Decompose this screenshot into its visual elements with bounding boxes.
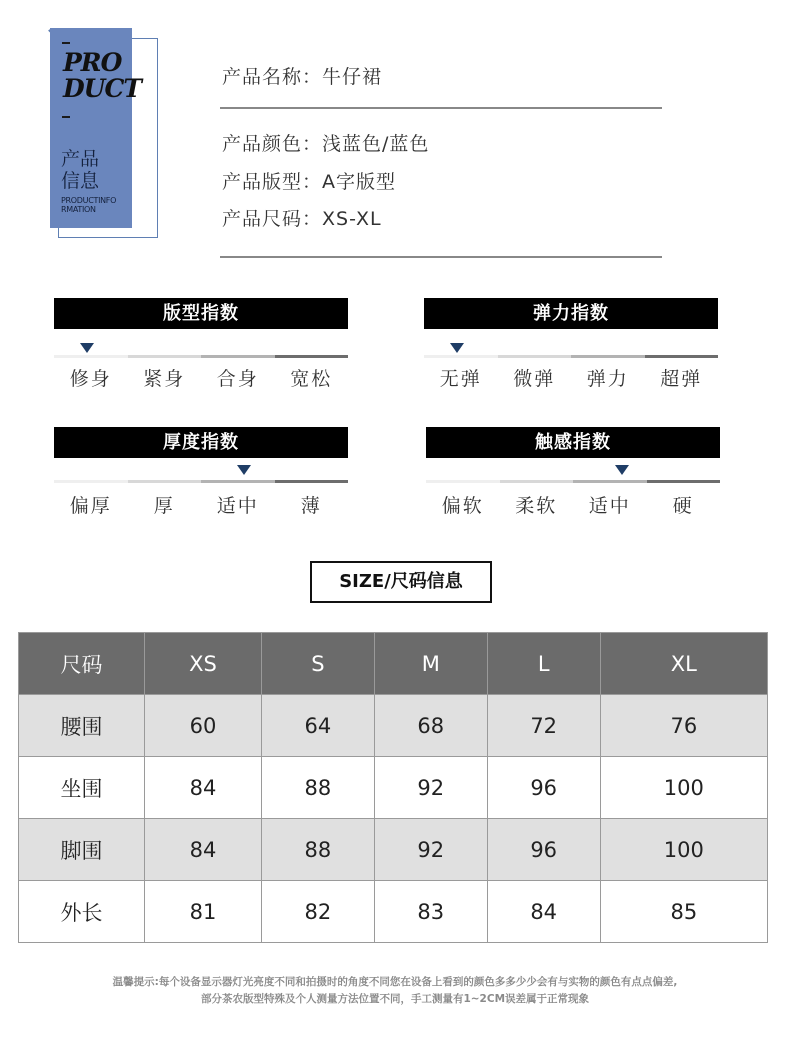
warm-tip-line2: 部分茶农版型特殊及个人测量方法位置不同，手工测量有1~2CM误差属于正常现象 [200,993,590,1005]
badge-en-label [61,196,131,214]
elasticity-index-title: 弹力指数 [424,298,718,329]
size-section-title: SIZE/尺码信息 [310,561,492,603]
table-row [19,881,768,943]
badge-dash-bottom [62,116,70,118]
table-cell: 84 [145,757,262,819]
product-badge [50,28,162,246]
table-cell: 82 [261,881,374,943]
table-cell: 92 [374,757,487,819]
table-cell: 85 [600,881,767,943]
fit-index [54,298,348,408]
badge-panel [50,28,141,228]
badge-cn-line2: 信息 [61,170,100,192]
touch-label: 适中 [588,495,631,517]
size-table-header-row [19,633,768,695]
table-cell: 64 [261,695,374,757]
thickness-index-title: 厚度指数 [54,427,348,458]
product-color: 产品颜色：浅蓝色/蓝色 [222,133,430,155]
table-cell: 60 [145,695,262,757]
divider-bottom [220,256,662,258]
product-name: 产品名称：牛仔裙 [222,66,383,88]
table-cell: 72 [487,695,600,757]
touch-index-labels [426,491,720,518]
size-table-header: S [261,633,374,695]
thickness-label: 适中 [216,495,259,517]
table-cell: 76 [600,695,767,757]
table-row [19,695,768,757]
touch-label: 柔软 [515,495,558,517]
size-table-header: XL [600,633,767,695]
size-table-header: L [487,633,600,695]
table-cell: 脚围 [19,819,145,881]
touch-label: 硬 [672,495,694,517]
elasticity-label: 超弹 [660,368,703,390]
badge-en-line1: PRODUCTINFO [61,196,117,205]
thickness-index-track [54,480,348,483]
table-cell: 外长 [19,881,145,943]
thickness-index-labels [54,491,348,518]
table-cell: 81 [145,881,262,943]
size-table-header: 尺码 [19,633,145,695]
elasticity-label: 无弹 [439,368,482,390]
thickness-label: 薄 [300,495,322,517]
fit-label: 修身 [69,368,112,390]
thickness-index-marker [237,465,251,475]
table-cell: 92 [374,819,487,881]
elasticity-label: 微弹 [513,368,556,390]
table-cell: 96 [487,757,600,819]
table-cell: 88 [261,819,374,881]
badge-cn-line1: 产品 [61,148,100,170]
fit-index-title: 版型指数 [54,298,348,329]
fit-label: 紧身 [143,368,186,390]
elasticity-index-marker [450,343,464,353]
table-cell: 84 [487,881,600,943]
badge-title-line1: PRO [63,48,122,77]
elasticity-index-track [424,355,718,358]
size-table-header: M [374,633,487,695]
divider-top [220,107,662,109]
warm-tip-line1: 温馨提示:每个设备显示器灯光亮度不同和拍摄时的角度不同您在设备上看到的颜色多多少少会有与实物的颜色有点点偏差, [112,976,678,988]
badge-cn-label [61,148,99,192]
thickness-label: 偏厚 [69,495,112,517]
badge-en-line2: RMATION [61,205,96,214]
table-cell: 腰围 [19,695,145,757]
thickness-index [54,427,348,537]
elasticity-index-labels [424,364,718,391]
fit-index-labels [54,364,348,391]
fit-label: 合身 [216,368,259,390]
touch-index-marker [615,465,629,475]
touch-index-title: 触感指数 [426,427,720,458]
product-size: 产品尺码：XS-XL [222,208,382,230]
touch-index [426,427,720,537]
size-table-header: XS [145,633,262,695]
table-cell: 84 [145,819,262,881]
table-cell: 83 [374,881,487,943]
table-cell: 100 [600,757,767,819]
size-table [18,632,768,943]
badge-title [63,50,143,102]
elasticity-label: 弹力 [586,368,629,390]
table-row [19,819,768,881]
thickness-label: 厚 [153,495,175,517]
table-cell: 68 [374,695,487,757]
fit-label: 宽松 [290,368,333,390]
touch-label: 偏软 [441,495,484,517]
table-row [19,757,768,819]
fit-index-marker [80,343,94,353]
table-cell: 坐围 [19,757,145,819]
table-cell: 100 [600,819,767,881]
table-cell: 96 [487,819,600,881]
badge-dash-top [62,42,70,44]
touch-index-track [426,480,720,483]
fit-index-track [54,355,348,358]
product-fit: 产品版型：A字版型 [222,171,396,193]
badge-title-line2: DUCT [63,74,141,103]
table-cell: 88 [261,757,374,819]
elasticity-index [424,298,718,408]
